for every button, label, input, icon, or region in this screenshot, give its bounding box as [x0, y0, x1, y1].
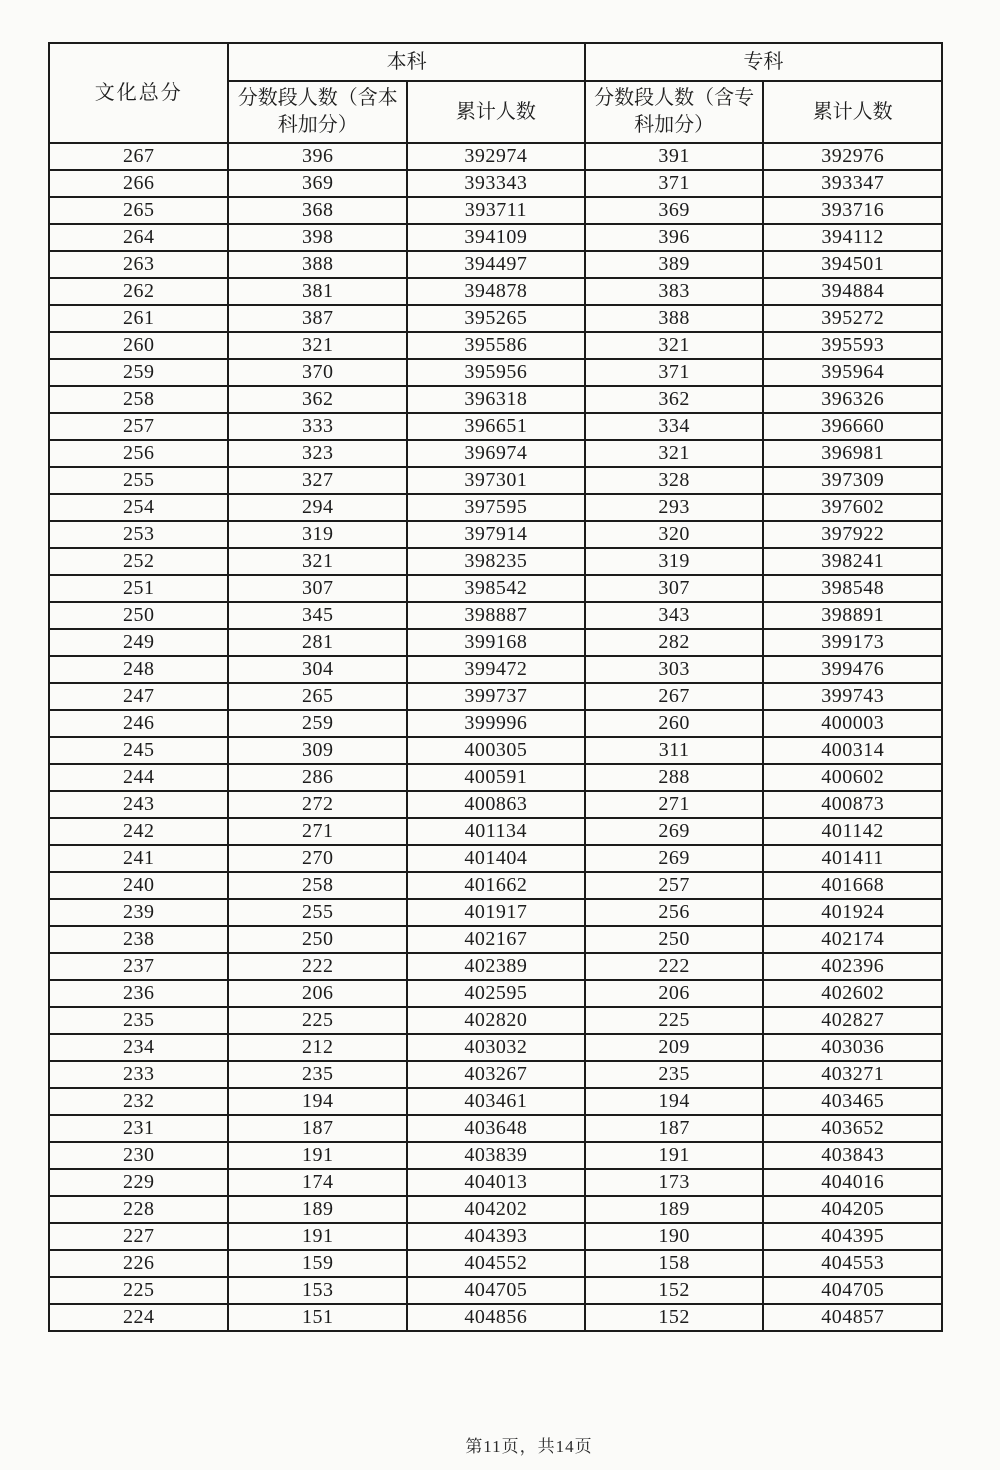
benke-cumulative-cell: 399168	[407, 629, 585, 656]
benke-segment-cell: 370	[228, 359, 407, 386]
benke-cumulative-cell: 396974	[407, 440, 585, 467]
table-row	[49, 764, 942, 791]
zhuanke-cumulative-cell: 397922	[763, 521, 942, 548]
benke-cumulative-cell: 398887	[407, 602, 585, 629]
table-row	[49, 467, 942, 494]
score-cell: 226	[49, 1250, 228, 1277]
zhuanke-cumulative-cell: 392976	[763, 143, 942, 170]
zhuanke-segment-cell: 293	[585, 494, 764, 521]
score-cell: 247	[49, 683, 228, 710]
score-cell: 228	[49, 1196, 228, 1223]
benke-segment-cell: 191	[228, 1223, 407, 1250]
zhuanke-segment-cell: 334	[585, 413, 764, 440]
benke-segment-cell: 258	[228, 872, 407, 899]
score-cell: 231	[49, 1115, 228, 1142]
benke-segment-cell: 309	[228, 737, 407, 764]
score-cell: 253	[49, 521, 228, 548]
header-zhuanke-cumulative: 累计人数	[763, 81, 942, 143]
score-cell: 239	[49, 899, 228, 926]
score-cell: 241	[49, 845, 228, 872]
benke-cumulative-cell: 404013	[407, 1169, 585, 1196]
table-row	[49, 656, 942, 683]
zhuanke-cumulative-cell: 401924	[763, 899, 942, 926]
benke-segment-cell: 250	[228, 926, 407, 953]
table-header	[49, 43, 942, 143]
table-row	[49, 818, 942, 845]
zhuanke-segment-cell: 267	[585, 683, 764, 710]
zhuanke-cumulative-cell: 394112	[763, 224, 942, 251]
table-row	[49, 926, 942, 953]
table-row	[49, 710, 942, 737]
zhuanke-cumulative-cell: 404016	[763, 1169, 942, 1196]
score-distribution-table	[48, 42, 943, 1332]
zhuanke-cumulative-cell: 403036	[763, 1034, 942, 1061]
zhuanke-cumulative-cell: 402827	[763, 1007, 942, 1034]
zhuanke-segment-cell: 328	[585, 467, 764, 494]
benke-segment-cell: 321	[228, 548, 407, 575]
zhuanke-segment-cell: 152	[585, 1304, 764, 1331]
zhuanke-segment-cell: 190	[585, 1223, 764, 1250]
benke-cumulative-cell: 392974	[407, 143, 585, 170]
table-row	[49, 278, 942, 305]
zhuanke-segment-cell: 383	[585, 278, 764, 305]
zhuanke-cumulative-cell: 398241	[763, 548, 942, 575]
zhuanke-cumulative-cell: 393716	[763, 197, 942, 224]
score-cell: 244	[49, 764, 228, 791]
zhuanke-cumulative-cell: 399173	[763, 629, 942, 656]
zhuanke-cumulative-cell: 396660	[763, 413, 942, 440]
benke-segment-cell: 294	[228, 494, 407, 521]
zhuanke-segment-cell: 391	[585, 143, 764, 170]
zhuanke-cumulative-cell: 403652	[763, 1115, 942, 1142]
benke-cumulative-cell: 395956	[407, 359, 585, 386]
score-cell: 266	[49, 170, 228, 197]
benke-cumulative-cell: 393343	[407, 170, 585, 197]
table-row	[49, 359, 942, 386]
score-cell: 248	[49, 656, 228, 683]
zhuanke-cumulative-cell: 398891	[763, 602, 942, 629]
benke-segment-cell: 259	[228, 710, 407, 737]
zhuanke-segment-cell: 396	[585, 224, 764, 251]
zhuanke-cumulative-cell: 400003	[763, 710, 942, 737]
benke-cumulative-cell: 401917	[407, 899, 585, 926]
benke-segment-cell: 159	[228, 1250, 407, 1277]
benke-segment-cell: 323	[228, 440, 407, 467]
zhuanke-segment-cell: 222	[585, 953, 764, 980]
benke-cumulative-cell: 396318	[407, 386, 585, 413]
benke-cumulative-cell: 402820	[407, 1007, 585, 1034]
zhuanke-segment-cell: 362	[585, 386, 764, 413]
header-zhuanke-segment: 分数段人数（含专科加分）	[585, 81, 764, 143]
table-row	[49, 548, 942, 575]
table-row	[49, 737, 942, 764]
benke-segment-cell: 189	[228, 1196, 407, 1223]
table-row	[49, 440, 942, 467]
benke-cumulative-cell: 394497	[407, 251, 585, 278]
benke-segment-cell: 174	[228, 1169, 407, 1196]
score-cell: 262	[49, 278, 228, 305]
benke-cumulative-cell: 402389	[407, 953, 585, 980]
zhuanke-segment-cell: 307	[585, 575, 764, 602]
benke-segment-cell: 191	[228, 1142, 407, 1169]
benke-segment-cell: 151	[228, 1304, 407, 1331]
zhuanke-cumulative-cell: 394884	[763, 278, 942, 305]
table-row	[49, 413, 942, 440]
table-row	[49, 980, 942, 1007]
table-row	[49, 224, 942, 251]
score-cell: 227	[49, 1223, 228, 1250]
benke-cumulative-cell: 402595	[407, 980, 585, 1007]
benke-segment-cell: 396	[228, 143, 407, 170]
page-footer: 第11页，共14页	[465, 1437, 593, 1456]
zhuanke-cumulative-cell: 401668	[763, 872, 942, 899]
zhuanke-segment-cell: 389	[585, 251, 764, 278]
benke-segment-cell: 187	[228, 1115, 407, 1142]
score-cell: 249	[49, 629, 228, 656]
zhuanke-segment-cell: 173	[585, 1169, 764, 1196]
zhuanke-cumulative-cell: 399743	[763, 683, 942, 710]
header-score-column: 文化总分	[49, 43, 228, 143]
benke-segment-cell: 321	[228, 332, 407, 359]
benke-segment-cell: 153	[228, 1277, 407, 1304]
zhuanke-cumulative-cell: 400602	[763, 764, 942, 791]
zhuanke-segment-cell: 303	[585, 656, 764, 683]
benke-segment-cell: 212	[228, 1034, 407, 1061]
benke-cumulative-cell: 396651	[407, 413, 585, 440]
score-cell: 255	[49, 467, 228, 494]
benke-segment-cell: 222	[228, 953, 407, 980]
zhuanke-segment-cell: 371	[585, 170, 764, 197]
score-cell: 256	[49, 440, 228, 467]
benke-cumulative-cell: 400863	[407, 791, 585, 818]
benke-segment-cell: 333	[228, 413, 407, 440]
benke-segment-cell: 368	[228, 197, 407, 224]
score-cell: 246	[49, 710, 228, 737]
zhuanke-cumulative-cell: 399476	[763, 656, 942, 683]
benke-cumulative-cell: 402167	[407, 926, 585, 953]
benke-cumulative-cell: 398235	[407, 548, 585, 575]
zhuanke-segment-cell: 320	[585, 521, 764, 548]
benke-segment-cell: 304	[228, 656, 407, 683]
score-cell: 251	[49, 575, 228, 602]
zhuanke-segment-cell: 194	[585, 1088, 764, 1115]
benke-cumulative-cell: 395265	[407, 305, 585, 332]
zhuanke-segment-cell: 371	[585, 359, 764, 386]
zhuanke-segment-cell: 321	[585, 332, 764, 359]
score-cell: 233	[49, 1061, 228, 1088]
score-cell: 260	[49, 332, 228, 359]
benke-cumulative-cell: 404202	[407, 1196, 585, 1223]
benke-segment-cell: 307	[228, 575, 407, 602]
benke-segment-cell: 327	[228, 467, 407, 494]
zhuanke-segment-cell: 343	[585, 602, 764, 629]
score-cell: 261	[49, 305, 228, 332]
benke-cumulative-cell: 404705	[407, 1277, 585, 1304]
zhuanke-cumulative-cell: 396326	[763, 386, 942, 413]
zhuanke-segment-cell: 158	[585, 1250, 764, 1277]
benke-cumulative-cell: 401134	[407, 818, 585, 845]
score-cell: 250	[49, 602, 228, 629]
benke-segment-cell: 398	[228, 224, 407, 251]
benke-segment-cell: 255	[228, 899, 407, 926]
benke-cumulative-cell: 393711	[407, 197, 585, 224]
benke-segment-cell: 235	[228, 1061, 407, 1088]
zhuanke-segment-cell: 209	[585, 1034, 764, 1061]
score-cell: 243	[49, 791, 228, 818]
benke-cumulative-cell: 394878	[407, 278, 585, 305]
benke-cumulative-cell: 400591	[407, 764, 585, 791]
table-row	[49, 602, 942, 629]
table-row	[49, 1007, 942, 1034]
score-cell: 224	[49, 1304, 228, 1331]
table-row	[49, 683, 942, 710]
benke-cumulative-cell: 399472	[407, 656, 585, 683]
zhuanke-cumulative-cell: 403843	[763, 1142, 942, 1169]
zhuanke-segment-cell: 187	[585, 1115, 764, 1142]
zhuanke-segment-cell: 271	[585, 791, 764, 818]
zhuanke-segment-cell: 269	[585, 818, 764, 845]
zhuanke-cumulative-cell: 404205	[763, 1196, 942, 1223]
benke-segment-cell: 319	[228, 521, 407, 548]
zhuanke-segment-cell: 388	[585, 305, 764, 332]
header-group-zhuanke: 专科	[585, 43, 942, 81]
score-cell: 242	[49, 818, 228, 845]
score-cell: 237	[49, 953, 228, 980]
benke-cumulative-cell: 401404	[407, 845, 585, 872]
table-row	[49, 1142, 942, 1169]
table-row	[49, 1088, 942, 1115]
zhuanke-cumulative-cell: 397309	[763, 467, 942, 494]
benke-cumulative-cell: 401662	[407, 872, 585, 899]
zhuanke-cumulative-cell: 404395	[763, 1223, 942, 1250]
zhuanke-segment-cell: 288	[585, 764, 764, 791]
header-group-row	[49, 43, 942, 81]
zhuanke-segment-cell: 319	[585, 548, 764, 575]
score-cell: 264	[49, 224, 228, 251]
benke-cumulative-cell: 397914	[407, 521, 585, 548]
zhuanke-cumulative-cell: 393347	[763, 170, 942, 197]
benke-cumulative-cell: 399996	[407, 710, 585, 737]
table-row	[49, 1304, 942, 1331]
zhuanke-cumulative-cell: 398548	[763, 575, 942, 602]
score-cell: 240	[49, 872, 228, 899]
benke-segment-cell: 271	[228, 818, 407, 845]
header-benke-cumulative: 累计人数	[407, 81, 585, 143]
zhuanke-segment-cell: 269	[585, 845, 764, 872]
table-row	[49, 521, 942, 548]
benke-cumulative-cell: 394109	[407, 224, 585, 251]
score-cell: 225	[49, 1277, 228, 1304]
zhuanke-cumulative-cell: 395964	[763, 359, 942, 386]
table-row	[49, 791, 942, 818]
zhuanke-cumulative-cell: 397602	[763, 494, 942, 521]
zhuanke-segment-cell: 369	[585, 197, 764, 224]
benke-cumulative-cell: 400305	[407, 737, 585, 764]
table-row	[49, 1115, 942, 1142]
table-row	[49, 332, 942, 359]
zhuanke-cumulative-cell: 404705	[763, 1277, 942, 1304]
benke-cumulative-cell: 397595	[407, 494, 585, 521]
zhuanke-segment-cell: 321	[585, 440, 764, 467]
benke-segment-cell: 194	[228, 1088, 407, 1115]
table-row	[49, 1250, 942, 1277]
score-cell: 259	[49, 359, 228, 386]
score-cell: 257	[49, 413, 228, 440]
document-page	[48, 42, 943, 1332]
table-row	[49, 251, 942, 278]
score-cell: 254	[49, 494, 228, 521]
table-row	[49, 1223, 942, 1250]
benke-segment-cell: 381	[228, 278, 407, 305]
score-cell: 252	[49, 548, 228, 575]
table-row	[49, 386, 942, 413]
score-cell: 235	[49, 1007, 228, 1034]
score-cell: 245	[49, 737, 228, 764]
zhuanke-cumulative-cell: 402602	[763, 980, 942, 1007]
benke-segment-cell: 281	[228, 629, 407, 656]
benke-cumulative-cell: 395586	[407, 332, 585, 359]
score-cell: 267	[49, 143, 228, 170]
zhuanke-segment-cell: 257	[585, 872, 764, 899]
table-body	[49, 143, 942, 1331]
benke-cumulative-cell: 403267	[407, 1061, 585, 1088]
table-row	[49, 899, 942, 926]
zhuanke-cumulative-cell: 395593	[763, 332, 942, 359]
zhuanke-segment-cell: 225	[585, 1007, 764, 1034]
header-benke-segment: 分数段人数（含本科加分）	[228, 81, 407, 143]
table-row	[49, 143, 942, 170]
zhuanke-cumulative-cell: 402174	[763, 926, 942, 953]
score-cell: 230	[49, 1142, 228, 1169]
benke-cumulative-cell: 403032	[407, 1034, 585, 1061]
zhuanke-cumulative-cell: 401411	[763, 845, 942, 872]
benke-cumulative-cell: 398542	[407, 575, 585, 602]
table-row	[49, 1277, 942, 1304]
benke-cumulative-cell: 404856	[407, 1304, 585, 1331]
benke-cumulative-cell: 403648	[407, 1115, 585, 1142]
benke-cumulative-cell: 403839	[407, 1142, 585, 1169]
zhuanke-segment-cell: 282	[585, 629, 764, 656]
zhuanke-segment-cell: 250	[585, 926, 764, 953]
benke-cumulative-cell: 404552	[407, 1250, 585, 1277]
table-row	[49, 575, 942, 602]
table-row	[49, 845, 942, 872]
zhuanke-cumulative-cell: 403271	[763, 1061, 942, 1088]
benke-segment-cell: 270	[228, 845, 407, 872]
benke-cumulative-cell: 403461	[407, 1088, 585, 1115]
zhuanke-segment-cell: 256	[585, 899, 764, 926]
benke-segment-cell: 345	[228, 602, 407, 629]
table-row	[49, 170, 942, 197]
zhuanke-segment-cell: 260	[585, 710, 764, 737]
benke-segment-cell: 225	[228, 1007, 407, 1034]
zhuanke-cumulative-cell: 401142	[763, 818, 942, 845]
benke-segment-cell: 369	[228, 170, 407, 197]
table-row	[49, 953, 942, 980]
zhuanke-cumulative-cell: 402396	[763, 953, 942, 980]
score-cell: 238	[49, 926, 228, 953]
table-row	[49, 1196, 942, 1223]
benke-cumulative-cell: 404393	[407, 1223, 585, 1250]
benke-segment-cell: 286	[228, 764, 407, 791]
score-cell: 229	[49, 1169, 228, 1196]
header-group-benke: 本科	[228, 43, 584, 81]
zhuanke-cumulative-cell: 403465	[763, 1088, 942, 1115]
benke-segment-cell: 206	[228, 980, 407, 1007]
benke-segment-cell: 387	[228, 305, 407, 332]
zhuanke-cumulative-cell: 404857	[763, 1304, 942, 1331]
zhuanke-segment-cell: 311	[585, 737, 764, 764]
zhuanke-segment-cell: 189	[585, 1196, 764, 1223]
table-row	[49, 629, 942, 656]
zhuanke-cumulative-cell: 400314	[763, 737, 942, 764]
benke-segment-cell: 388	[228, 251, 407, 278]
score-cell: 265	[49, 197, 228, 224]
score-cell: 232	[49, 1088, 228, 1115]
table-row	[49, 1061, 942, 1088]
score-cell: 263	[49, 251, 228, 278]
zhuanke-cumulative-cell: 394501	[763, 251, 942, 278]
benke-segment-cell: 265	[228, 683, 407, 710]
zhuanke-cumulative-cell: 396981	[763, 440, 942, 467]
table-row	[49, 872, 942, 899]
zhuanke-segment-cell: 206	[585, 980, 764, 1007]
zhuanke-cumulative-cell: 400873	[763, 791, 942, 818]
zhuanke-segment-cell: 152	[585, 1277, 764, 1304]
table-row	[49, 197, 942, 224]
score-cell: 258	[49, 386, 228, 413]
table-row	[49, 494, 942, 521]
zhuanke-segment-cell: 235	[585, 1061, 764, 1088]
zhuanke-segment-cell: 191	[585, 1142, 764, 1169]
table-row	[49, 1034, 942, 1061]
benke-segment-cell: 362	[228, 386, 407, 413]
benke-cumulative-cell: 397301	[407, 467, 585, 494]
score-cell: 236	[49, 980, 228, 1007]
benke-cumulative-cell: 399737	[407, 683, 585, 710]
table-row	[49, 305, 942, 332]
table-row	[49, 1169, 942, 1196]
benke-segment-cell: 272	[228, 791, 407, 818]
score-cell: 234	[49, 1034, 228, 1061]
zhuanke-cumulative-cell: 395272	[763, 305, 942, 332]
zhuanke-cumulative-cell: 404553	[763, 1250, 942, 1277]
